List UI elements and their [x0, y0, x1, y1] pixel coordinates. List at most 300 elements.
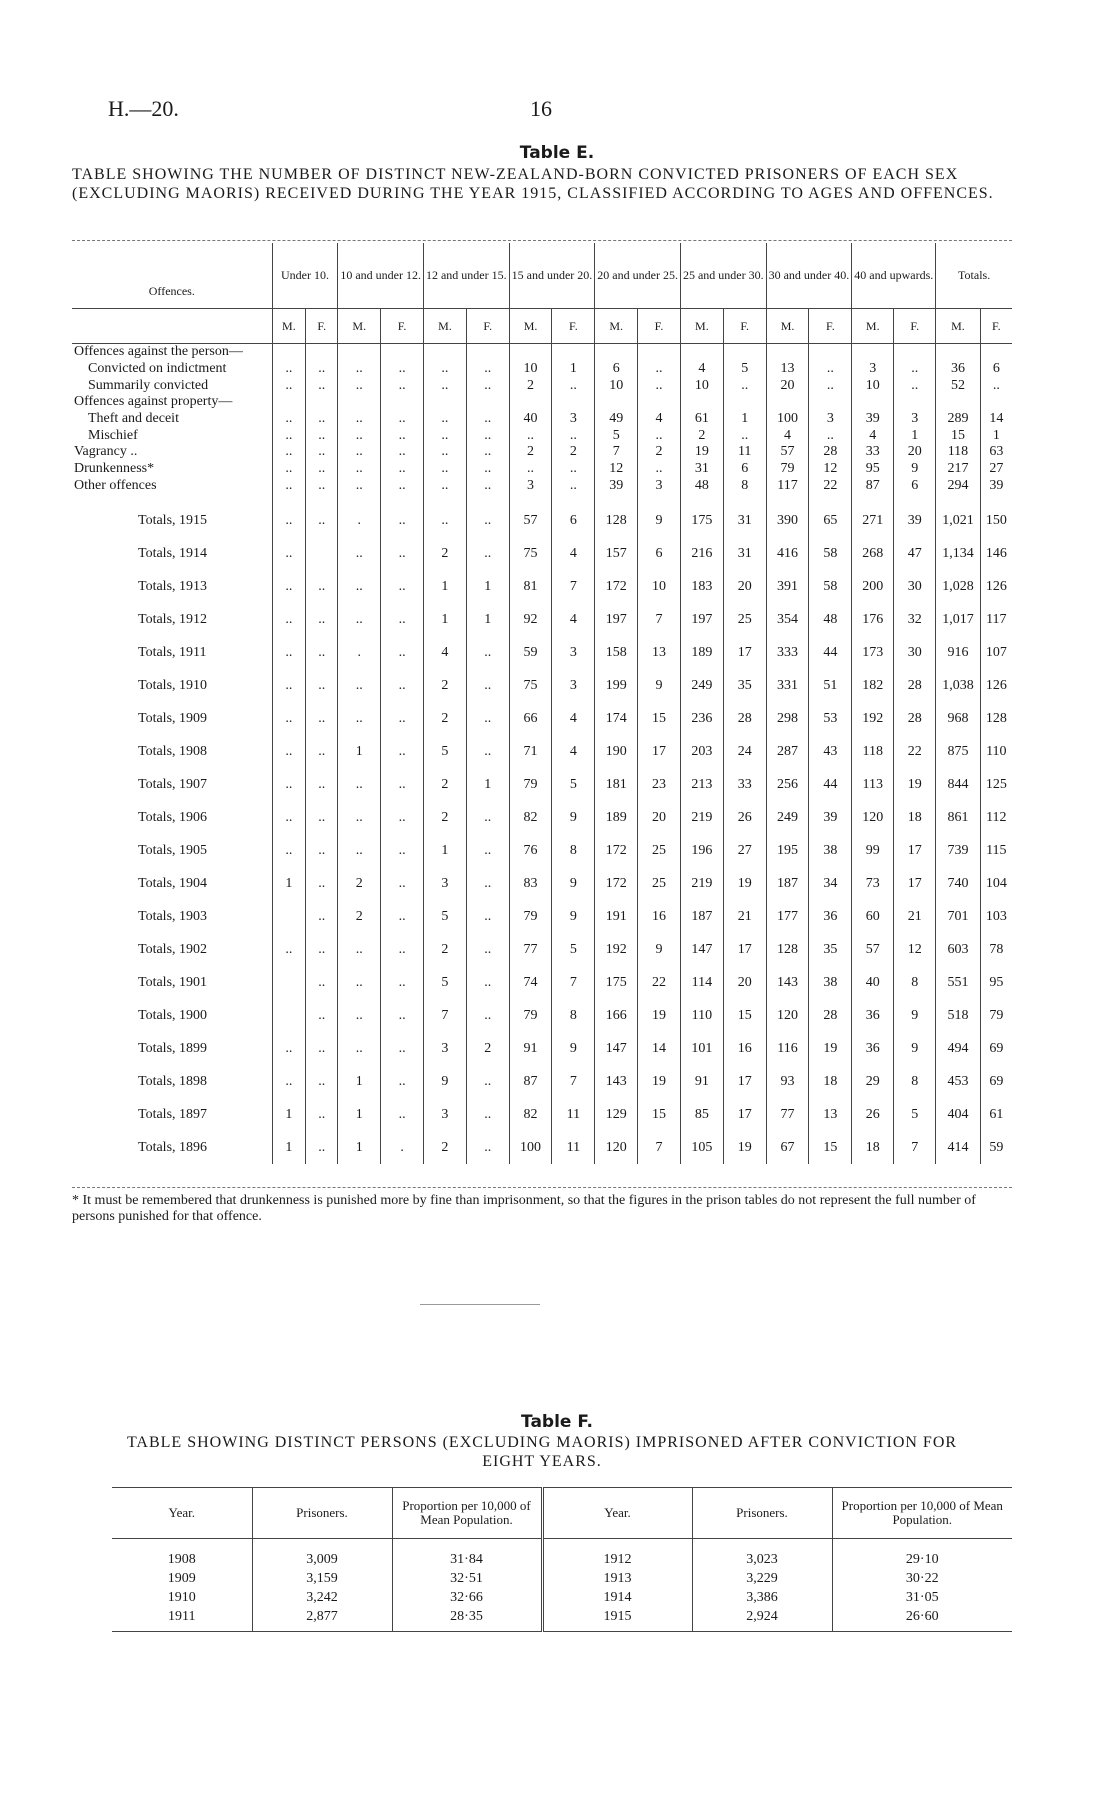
data-cell: ..	[381, 603, 424, 636]
data-cell: 128	[766, 933, 809, 966]
data-cell: 19	[638, 1065, 681, 1098]
offence-label	[72, 444, 272, 461]
data-cell: 1,017	[936, 603, 980, 636]
data-cell: 404	[936, 1098, 980, 1131]
data-cell: 99	[852, 834, 894, 867]
data-cell: 191	[595, 900, 638, 933]
data-cell: 249	[680, 669, 723, 702]
data-cell: 18	[894, 801, 936, 834]
data-cell: ..	[306, 834, 338, 867]
data-cell	[306, 344, 338, 361]
data-cell: 33	[852, 444, 894, 461]
data-cell: ..	[466, 933, 509, 966]
data-cell: 92	[509, 603, 552, 636]
data-cell	[766, 344, 809, 361]
data-cell: 7	[423, 999, 466, 1032]
data-cell: ..	[338, 478, 381, 495]
data-cell: 118	[936, 444, 980, 461]
age-group-header: 20 and under 25.	[595, 243, 681, 309]
data-cell: 217	[936, 461, 980, 478]
data-cell: ..	[272, 768, 306, 801]
data-cell: 28	[809, 999, 852, 1032]
row-label-text: Totals, 1903	[138, 908, 208, 924]
data-cell: 416	[766, 537, 809, 570]
data-cell: 17	[723, 1065, 766, 1098]
data-cell: 105	[680, 1131, 723, 1164]
row-label-text: Totals, 1911	[138, 644, 207, 660]
data-cell: ..	[466, 478, 509, 495]
data-cell: 17	[894, 867, 936, 900]
data-cell: 44	[809, 636, 852, 669]
data-cell: 10	[680, 377, 723, 394]
data-cell: 176	[852, 603, 894, 636]
data-cell: ..	[338, 768, 381, 801]
data-cell: 11	[552, 1098, 595, 1131]
data-cell: ..	[381, 411, 424, 428]
table-e-top-rule	[72, 240, 1012, 241]
data-cell: 15	[809, 1131, 852, 1164]
data-cell: 236	[680, 702, 723, 735]
offence-row	[72, 377, 1012, 394]
data-cell: ..	[894, 377, 936, 394]
table-e-description: TABLE SHOWING THE NUMBER OF DISTINCT NEW-ZEALAND-BORN CONVICTED PRISONERS OF EACH SEX (EXCLUDING MAORIS) RECEIVED DURING THE YEAR 1915, CLASSIFIED ACCORDING TO AGES AND OFFENCES.	[72, 166, 994, 202]
data-cell: 3	[552, 411, 595, 428]
data-cell: 10	[509, 361, 552, 378]
data-cell: 1	[338, 1098, 381, 1131]
table-f-row	[112, 1588, 1012, 1607]
male-header: M.	[595, 309, 638, 344]
totals-year-label	[72, 900, 272, 933]
data-cell: ..	[381, 1098, 424, 1131]
table-f	[112, 1487, 1012, 1632]
data-cell: 5	[723, 361, 766, 378]
data-cell	[936, 394, 980, 411]
data-cell: ..	[381, 504, 424, 537]
totals-row	[72, 603, 1012, 636]
data-cell: 9	[638, 669, 681, 702]
data-cell: ..	[338, 444, 381, 461]
data-cell: 1	[466, 768, 509, 801]
data-cell: 6	[723, 461, 766, 478]
data-cell: 182	[852, 669, 894, 702]
totals-row	[72, 537, 1012, 570]
data-cell: 26	[723, 801, 766, 834]
data-cell: 3	[552, 669, 595, 702]
data-cell: 2	[509, 444, 552, 461]
data-cell: 172	[595, 834, 638, 867]
data-cell: ..	[638, 377, 681, 394]
data-cell	[723, 344, 766, 361]
data-cell: 196	[680, 834, 723, 867]
data-cell: ..	[338, 1032, 381, 1065]
data-cell: 28	[809, 444, 852, 461]
year-column-header: Year.	[112, 1488, 252, 1539]
data-cell: 30	[894, 636, 936, 669]
data-cell: ..	[272, 427, 306, 444]
spacer-cell	[423, 494, 466, 504]
data-cell: 9	[894, 461, 936, 478]
table-f-cell: 32·51	[392, 1569, 542, 1588]
row-label-text: Totals, 1898	[138, 1073, 208, 1089]
data-cell: 2	[423, 537, 466, 570]
data-cell: 1,038	[936, 669, 980, 702]
spacer-cell	[680, 494, 723, 504]
totals-row	[72, 966, 1012, 999]
data-cell: ..	[466, 444, 509, 461]
table-f-title: Table F.	[521, 1412, 593, 1432]
offence-row	[72, 461, 1012, 478]
table-f-description	[112, 1433, 972, 1471]
data-cell: 143	[766, 966, 809, 999]
data-cell: 197	[680, 603, 723, 636]
data-cell: ..	[306, 1065, 338, 1098]
row-label-text: Totals, 1912	[138, 611, 208, 627]
totals-row	[72, 735, 1012, 768]
data-cell	[552, 344, 595, 361]
row-label-text: Totals, 1907	[138, 776, 208, 792]
data-cell: 47	[894, 537, 936, 570]
data-cell: ..	[466, 966, 509, 999]
totals-row	[72, 834, 1012, 867]
data-cell	[338, 394, 381, 411]
totals-row	[72, 1065, 1012, 1098]
data-cell: 199	[595, 669, 638, 702]
data-cell: ..	[980, 377, 1012, 394]
spacer-cell	[723, 494, 766, 504]
table-f-cell: 28·35	[392, 1607, 542, 1632]
data-cell: 31	[723, 504, 766, 537]
totals-year-label	[72, 603, 272, 636]
data-cell: ..	[381, 361, 424, 378]
male-header: M.	[272, 309, 306, 344]
data-cell: 4	[552, 537, 595, 570]
data-cell: ..	[894, 361, 936, 378]
data-cell: 17	[723, 636, 766, 669]
data-cell: 200	[852, 570, 894, 603]
data-cell: ..	[338, 801, 381, 834]
data-cell: ..	[272, 735, 306, 768]
data-cell	[272, 900, 306, 933]
row-label-text: Totals, 1915	[138, 512, 208, 528]
data-cell: 51	[809, 669, 852, 702]
table-f-cell: 2,924	[692, 1607, 832, 1632]
data-cell: 13	[638, 636, 681, 669]
data-cell: 3	[423, 867, 466, 900]
table-e-title: Table E.	[519, 143, 595, 163]
data-cell: 125	[980, 768, 1012, 801]
data-cell: 6	[894, 478, 936, 495]
data-cell: 21	[723, 900, 766, 933]
data-cell: 58	[809, 537, 852, 570]
data-cell: 166	[595, 999, 638, 1032]
data-cell: ..	[381, 867, 424, 900]
spacer-cell	[338, 494, 381, 504]
data-cell: 9	[552, 867, 595, 900]
age-group-header: 10 and under 12.	[338, 243, 424, 309]
data-cell: 172	[595, 867, 638, 900]
offence-row	[72, 361, 1012, 378]
data-cell: 29	[852, 1065, 894, 1098]
data-cell: 91	[680, 1065, 723, 1098]
offence-label	[72, 377, 272, 394]
data-cell: ..	[381, 444, 424, 461]
data-cell: ..	[466, 867, 509, 900]
data-cell: 1	[272, 1131, 306, 1164]
data-cell: 1	[272, 1098, 306, 1131]
data-cell: ..	[466, 461, 509, 478]
data-cell: 73	[852, 867, 894, 900]
male-header: M.	[852, 309, 894, 344]
data-cell: 1	[552, 361, 595, 378]
data-cell: ..	[423, 461, 466, 478]
offence-label	[72, 461, 272, 478]
data-cell: ..	[272, 834, 306, 867]
data-cell	[723, 394, 766, 411]
data-cell	[509, 344, 552, 361]
data-cell: 28	[894, 669, 936, 702]
totals-year-label	[72, 735, 272, 768]
data-cell: 177	[766, 900, 809, 933]
data-cell: 36	[809, 900, 852, 933]
data-cell: 15	[638, 702, 681, 735]
data-cell: 126	[980, 570, 1012, 603]
data-cell: ..	[306, 427, 338, 444]
data-cell: 13	[809, 1098, 852, 1131]
data-cell: ..	[338, 361, 381, 378]
data-cell: ..	[306, 411, 338, 428]
table-f-cell: 1914	[542, 1588, 692, 1607]
data-cell: 9	[552, 801, 595, 834]
table-f-body	[112, 1539, 1012, 1632]
data-cell	[423, 394, 466, 411]
male-header: M.	[680, 309, 723, 344]
data-cell: ..	[306, 636, 338, 669]
data-cell: ..	[809, 427, 852, 444]
data-cell: 7	[552, 966, 595, 999]
data-cell: 57	[766, 444, 809, 461]
data-cell: 4	[552, 702, 595, 735]
data-cell: ..	[306, 1032, 338, 1065]
report-reference: H.—20.	[108, 96, 179, 121]
data-cell: ..	[723, 427, 766, 444]
table-e-body	[72, 344, 1012, 1165]
table-f-cell: 30·22	[832, 1569, 1012, 1588]
data-cell: 52	[936, 377, 980, 394]
data-cell: 1	[272, 867, 306, 900]
male-header: M.	[509, 309, 552, 344]
data-cell: 4	[423, 636, 466, 669]
data-cell: ..	[381, 478, 424, 495]
data-cell: 40	[509, 411, 552, 428]
totals-row	[72, 669, 1012, 702]
age-group-header: 15 and under 20.	[509, 243, 595, 309]
data-cell: 1	[894, 427, 936, 444]
spacer-cell	[766, 494, 809, 504]
row-label-text: Mischief	[88, 427, 138, 443]
data-cell: 107	[980, 636, 1012, 669]
data-cell: 12	[894, 933, 936, 966]
data-cell	[852, 394, 894, 411]
age-group-header: 30 and under 40.	[766, 243, 852, 309]
data-cell: 5	[423, 900, 466, 933]
data-cell: ..	[338, 702, 381, 735]
data-cell: 75	[509, 537, 552, 570]
data-cell: 1	[423, 603, 466, 636]
data-cell: 9	[423, 1065, 466, 1098]
data-cell: ..	[423, 427, 466, 444]
data-cell: ..	[272, 444, 306, 461]
offences-header-blank	[72, 309, 272, 344]
table-f-cell: 26·60	[832, 1607, 1012, 1632]
data-cell: 195	[766, 834, 809, 867]
female-header: F.	[894, 309, 936, 344]
data-cell: 20	[723, 966, 766, 999]
spacer-cell	[809, 494, 852, 504]
female-header: F.	[466, 309, 509, 344]
data-cell: 3	[552, 636, 595, 669]
data-cell: 20	[723, 570, 766, 603]
row-label-text: Summarily convicted	[88, 377, 209, 393]
data-cell: 173	[852, 636, 894, 669]
data-cell: ..	[306, 461, 338, 478]
data-cell	[466, 394, 509, 411]
data-cell: ..	[381, 570, 424, 603]
data-cell: ..	[466, 1098, 509, 1131]
data-cell: 129	[595, 1098, 638, 1131]
table-f-cell: 31·84	[392, 1539, 542, 1570]
data-cell: 57	[509, 504, 552, 537]
data-cell: 192	[595, 933, 638, 966]
data-cell	[306, 537, 338, 570]
data-cell: 53	[809, 702, 852, 735]
row-label-text: Totals, 1900	[138, 1007, 208, 1023]
data-cell: 9	[894, 1032, 936, 1065]
data-cell: 740	[936, 867, 980, 900]
offence-row	[72, 427, 1012, 444]
spacer-cell	[72, 494, 272, 504]
data-cell: ..	[338, 966, 381, 999]
data-cell: 19	[723, 1131, 766, 1164]
data-cell: 3	[894, 411, 936, 428]
data-cell: ..	[466, 1131, 509, 1164]
table-f-cell: 3,009	[252, 1539, 392, 1570]
table-f-description-line1: TABLE SHOWING DISTINCT PERSONS (EXCLUDING MAORIS) IMPRISONED AFTER CONVICTION FOR	[126, 1434, 958, 1451]
totals-year-label	[72, 636, 272, 669]
data-cell: 27	[980, 461, 1012, 478]
data-cell: 3	[423, 1098, 466, 1131]
data-cell: 100	[766, 411, 809, 428]
female-header: F.	[306, 309, 338, 344]
data-cell: 414	[936, 1131, 980, 1164]
data-cell: 256	[766, 768, 809, 801]
offence-row	[72, 411, 1012, 428]
offence-label	[72, 478, 272, 495]
data-cell: ..	[272, 411, 306, 428]
row-label-text: Totals, 1909	[138, 710, 208, 726]
row-label-text: Totals, 1905	[138, 842, 208, 858]
data-cell: 9	[552, 1032, 595, 1065]
data-cell	[509, 394, 552, 411]
table-f-cell: 1915	[542, 1607, 692, 1632]
data-cell: ..	[306, 669, 338, 702]
data-cell: 2	[423, 669, 466, 702]
proportion-column-header: Proportion per 10,000 of Mean Population.	[832, 1488, 1012, 1539]
data-cell: 100	[509, 1131, 552, 1164]
data-cell: 1	[338, 1131, 381, 1164]
data-cell: 38	[809, 966, 852, 999]
data-cell: 13	[766, 361, 809, 378]
offence-label	[72, 427, 272, 444]
spacer-cell	[466, 494, 509, 504]
spacer-cell	[381, 494, 424, 504]
data-cell: 2	[466, 1032, 509, 1065]
data-cell: ..	[272, 478, 306, 495]
data-cell: 48	[809, 603, 852, 636]
spacer-cell	[936, 494, 980, 504]
data-cell: ..	[272, 1032, 306, 1065]
data-cell: 2	[338, 867, 381, 900]
data-cell: 36	[936, 361, 980, 378]
page-number: 16	[530, 96, 552, 121]
data-cell: 2	[509, 377, 552, 394]
data-cell: ..	[338, 461, 381, 478]
data-cell: ..	[338, 669, 381, 702]
female-header: F.	[980, 309, 1012, 344]
data-cell: ..	[423, 504, 466, 537]
data-cell: 61	[980, 1098, 1012, 1131]
data-cell: 701	[936, 900, 980, 933]
data-cell: 7	[552, 570, 595, 603]
data-cell: ..	[338, 933, 381, 966]
data-cell: ..	[272, 361, 306, 378]
data-cell: 213	[680, 768, 723, 801]
offences-column-header: Offences.	[72, 243, 272, 309]
totals-row	[72, 801, 1012, 834]
row-label-text: Totals, 1899	[138, 1040, 208, 1056]
totals-year-label	[72, 801, 272, 834]
data-cell: 15	[638, 1098, 681, 1131]
data-cell: ..	[552, 377, 595, 394]
data-cell: 83	[509, 867, 552, 900]
data-cell: 216	[680, 537, 723, 570]
data-cell: 1	[423, 834, 466, 867]
data-cell: 44	[809, 768, 852, 801]
data-cell	[894, 344, 936, 361]
data-cell: 22	[638, 966, 681, 999]
data-cell: 35	[723, 669, 766, 702]
data-cell: ..	[338, 537, 381, 570]
data-cell: 4	[552, 735, 595, 768]
data-cell: 158	[595, 636, 638, 669]
totals-year-label	[72, 999, 272, 1032]
prisoners-column-header: Prisoners.	[252, 1488, 392, 1539]
data-cell: ..	[338, 427, 381, 444]
data-cell: 4	[638, 411, 681, 428]
data-cell: ..	[272, 636, 306, 669]
table-f-cell: 32·66	[392, 1588, 542, 1607]
male-header: M.	[423, 309, 466, 344]
data-cell: 18	[852, 1131, 894, 1164]
data-cell: 1,021	[936, 504, 980, 537]
data-cell: 59	[980, 1131, 1012, 1164]
totals-year-label	[72, 1032, 272, 1065]
data-cell: 120	[766, 999, 809, 1032]
data-cell: 15	[723, 999, 766, 1032]
data-cell: ..	[423, 361, 466, 378]
totals-row	[72, 570, 1012, 603]
data-cell: 81	[509, 570, 552, 603]
data-cell: 1	[338, 735, 381, 768]
